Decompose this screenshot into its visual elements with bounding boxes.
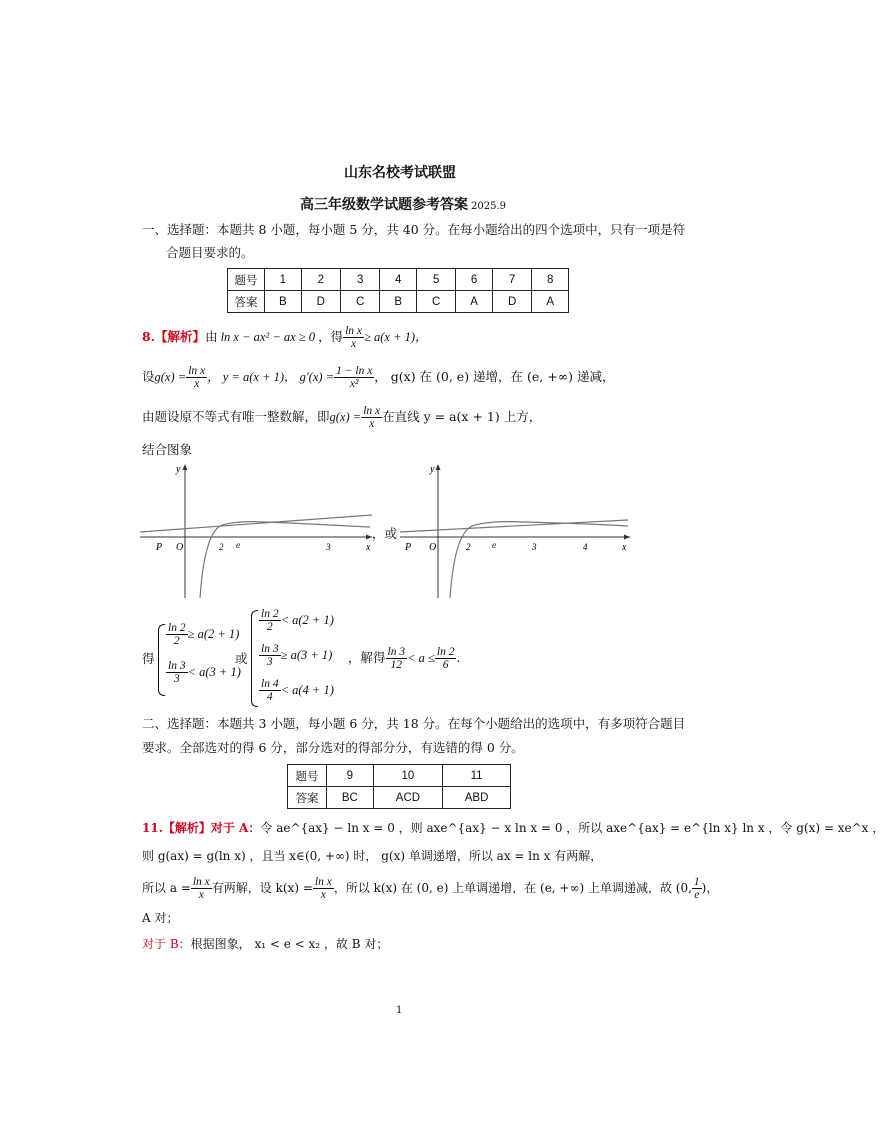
- org-title: 山东名校考试联盟: [344, 165, 456, 181]
- sys2-rhs-1: < a(2 + 1): [280, 613, 334, 627]
- table-cell: A: [532, 291, 569, 313]
- q8-solve-end: .: [456, 650, 461, 665]
- graph1-tick-3: 3: [326, 542, 331, 552]
- table-cell: 7: [492, 269, 531, 291]
- answer-table-2: [287, 764, 511, 809]
- q11-tag: 11.【解析】对于 A：: [142, 821, 261, 835]
- table-cell: BC: [327, 787, 374, 809]
- q8-line-4: 结合图象: [142, 442, 193, 457]
- q8-line2-y: ， y = a(x + 1)， g′(x) =: [207, 370, 335, 384]
- q8-line3-frac: [361, 405, 382, 430]
- q11-line3-frac3: [692, 876, 702, 901]
- y-axis-arrow: [436, 464, 441, 470]
- graph2-tick-e: e: [492, 540, 496, 550]
- frac-denominator: 12: [390, 658, 403, 671]
- graph2-y-label: y: [430, 464, 435, 475]
- sys1-row-2: [166, 660, 241, 685]
- graph1-y-label: y: [176, 464, 181, 475]
- q8-or-label: ，或: [372, 526, 398, 541]
- table-cell: D: [492, 291, 531, 313]
- frac-denominator: 3: [266, 656, 273, 668]
- frac-numerator: ln 2: [436, 645, 455, 658]
- q11-line3-frac2: [313, 876, 334, 901]
- graph-1: [140, 460, 375, 600]
- table-cell: D: [301, 291, 340, 313]
- table-cell: 1: [265, 269, 302, 291]
- graph2-p-label: P: [405, 542, 412, 553]
- frac-numerator: ln x: [363, 404, 381, 417]
- q8-line2-gp-frac: [334, 365, 374, 390]
- q8-line-3: [142, 402, 541, 432]
- graph2-o-label: O: [429, 542, 437, 553]
- q11-line-2: 则 g(ax) = g(ln x) ，且当 x∈(0, +∞) 时， g(x) 单调递增，所以 ax = ln x 有两解，: [142, 849, 603, 863]
- q8-line3-g: g(x) =: [329, 410, 362, 424]
- section1-intro-1: 一、选择题：本题共 8 小题，每小题 5 分，共 40 分。在每小题给出的四个选项中，只有一项是符: [142, 222, 686, 237]
- frac-numerator: ln 3: [261, 643, 279, 655]
- q8-line1-pre: 由: [205, 329, 218, 344]
- frac-denominator: x: [194, 377, 200, 390]
- table-row: [288, 787, 511, 809]
- graph1-o-label: O: [176, 542, 184, 553]
- answer-table-1: [227, 268, 569, 313]
- q8-solve-left-frac: [386, 646, 408, 671]
- q8-line2-post: ， g(x) 在 (0, e) 递增，在 (e, +∞) 递减，: [374, 369, 615, 384]
- frac-denominator: x: [198, 888, 204, 901]
- sys1-frac-1: [166, 622, 188, 647]
- sys2-row-1: [259, 608, 334, 633]
- frac-numerator: ln 3: [387, 645, 406, 658]
- y-axis-arrow: [183, 464, 188, 470]
- q8-solve-right-frac: [435, 646, 457, 671]
- q8-result-de: 得: [142, 651, 155, 666]
- frac-numerator: ln x: [188, 364, 206, 377]
- q11-line-4: A 对；: [142, 911, 179, 925]
- q11-line-3: [142, 872, 718, 904]
- graph2-x-label: x: [622, 542, 627, 553]
- graph1-tick-e: e: [236, 540, 240, 550]
- x-axis-arrow: [624, 535, 630, 540]
- q11-line3-mid2: ，所以 k(x) 在 (0, e) 上单调递增，在 (e, +∞) 上单调递减，故 (0,: [333, 881, 692, 895]
- q8-solve-pre: ，解得: [348, 650, 386, 665]
- table-row: [288, 765, 511, 787]
- sys1-rhs-1: ≥ a(2 + 1): [187, 627, 240, 641]
- table-cell: 10: [373, 765, 443, 787]
- graph1-p-label: P: [156, 542, 163, 553]
- frac-numerator: ln 2: [168, 622, 186, 634]
- frac-denominator: 4: [266, 691, 273, 703]
- table-cell: 3: [340, 269, 379, 291]
- frac-denominator: x: [320, 888, 326, 901]
- q11-line3-end: )，: [701, 881, 719, 895]
- graph2-tick-3: 3: [532, 542, 537, 552]
- q11-line3-pre: 所以 a =: [142, 881, 191, 895]
- frac-denominator: 2: [266, 621, 273, 633]
- table-cell: 6: [456, 269, 493, 291]
- q11-line1-text: 令 ae^{ax} − ln x = 0 ，则 axe^{ax} − x ln x = 0 ，所以 axe^{ax} = e^{ln x} ln x ，令 g(x) = xe^x ，: [260, 821, 884, 835]
- graph1-tick-2: 2: [219, 542, 224, 552]
- frac-denominator: x: [369, 417, 375, 430]
- table-row-label: 题号: [228, 269, 265, 291]
- q8-line2-frac: [186, 365, 207, 390]
- table-cell: 5: [416, 269, 455, 291]
- table-row: [228, 291, 569, 313]
- q8-line3-pre: 由题设原不等式有唯一整数解，即: [142, 409, 330, 424]
- frac-numerator: 1: [693, 875, 700, 888]
- graph1-curve: [200, 522, 370, 598]
- q11-line3-frac: [191, 876, 212, 901]
- table-row: [228, 269, 569, 291]
- table-row-label: 答案: [228, 291, 265, 313]
- page-number: 1: [396, 1005, 403, 1016]
- frac-denominator: 6: [442, 658, 449, 671]
- table-cell: 9: [327, 765, 374, 787]
- page-title-text: 高三年级数学试题参考答案: [300, 197, 468, 213]
- q11-line3-mid1: 有两解，设 k(x) =: [211, 881, 313, 895]
- table-cell: 8: [532, 269, 569, 291]
- q8-line-1: [142, 322, 428, 352]
- frac-denominator: e: [694, 888, 700, 901]
- sys1-row-1: [166, 622, 239, 647]
- table-cell: 2: [301, 269, 340, 291]
- graph1-line: [140, 515, 372, 532]
- frac-numerator: 1 − ln x: [336, 364, 373, 377]
- frac-numerator: ln x: [192, 875, 210, 888]
- q8-line2-g: g(x) =: [154, 370, 187, 384]
- sys2-frac-3: [259, 678, 281, 703]
- table-cell: ABD: [443, 787, 511, 809]
- section1-intro-2: 合题目要求的。: [166, 245, 254, 260]
- frac-denominator: x²: [349, 377, 359, 390]
- table-row-label: 答案: [288, 787, 327, 809]
- frac-denominator: 3: [173, 673, 180, 685]
- q11-b-text: 根据图象， x₁ < e < x₂ ，故 B 对；: [190, 937, 389, 951]
- frac-numerator: ln 2: [261, 608, 279, 620]
- sys2-rhs-2: ≥ a(3 + 1): [280, 648, 333, 662]
- graph2-tick-4: 4: [583, 542, 588, 552]
- table-cell: B: [265, 291, 302, 313]
- sys2-frac-1: [259, 608, 281, 633]
- graph1-x-label: x: [366, 542, 371, 553]
- sys1-frac-2: [166, 660, 188, 685]
- q8-line1-mid: ，得: [318, 329, 344, 344]
- q11-line-1: [142, 820, 884, 836]
- graph2-curve: [450, 522, 628, 598]
- table-cell: A: [456, 291, 493, 313]
- frac-denominator: 2: [173, 635, 180, 647]
- sys2-rhs-3: < a(4 + 1): [280, 683, 334, 697]
- q8-line3-post: 在直线 y = a(x + 1) 上方，: [382, 409, 542, 424]
- q8-solve: [348, 643, 460, 673]
- page-date: 2025.9: [471, 201, 506, 212]
- q8-or2: 或: [235, 651, 248, 666]
- frac-numerator: ln x: [345, 324, 363, 337]
- frac-numerator: ln 3: [168, 660, 186, 672]
- table-cell: 11: [443, 765, 511, 787]
- sys2-row-3: [259, 678, 334, 703]
- frac-denominator: x: [350, 337, 357, 350]
- q8-solve-mid: < a ≤: [407, 651, 435, 665]
- graph2-tick-2: 2: [466, 542, 471, 552]
- section2-intro-1: 二、选择题：本题共 3 小题，每小题 6 分，共 18 分。在每个小题给出的选项中，有多项符合题目: [142, 716, 686, 731]
- table-cell: C: [340, 291, 379, 313]
- q11-b-tag: 对于 B：: [142, 937, 191, 951]
- table-cell: ACD: [373, 787, 443, 809]
- table-cell: 4: [380, 269, 417, 291]
- q8-line2-pre: 设: [142, 369, 155, 384]
- frac-numerator: ln 4: [261, 678, 279, 690]
- sys1-rhs-2: < a(3 + 1): [187, 665, 241, 679]
- graph-2: [400, 460, 635, 600]
- q8-line-2: [142, 362, 614, 392]
- q8-line1-frac: [343, 325, 364, 350]
- q8-line1-post: ≥ a(x + 1)，: [364, 330, 428, 344]
- table-cell: C: [416, 291, 455, 313]
- sys2-row-2: [259, 643, 332, 668]
- table-row-label: 题号: [288, 765, 327, 787]
- sys2-frac-2: [259, 643, 281, 668]
- q8-line1-expr: ln x − ax² − ax ≥ 0: [220, 330, 316, 344]
- q11-line-b: [142, 936, 388, 952]
- system-brace-2: [251, 610, 258, 707]
- table-cell: B: [380, 291, 417, 313]
- section2-intro-2: 要求。全部选对的得 6 分，部分选对的得部分分，有选错的得 0 分。: [142, 740, 524, 755]
- frac-numerator: ln x: [314, 875, 332, 888]
- page-title: [300, 194, 506, 214]
- system-brace-1: [158, 624, 165, 696]
- q8-tag: 8.【解析】: [142, 329, 206, 344]
